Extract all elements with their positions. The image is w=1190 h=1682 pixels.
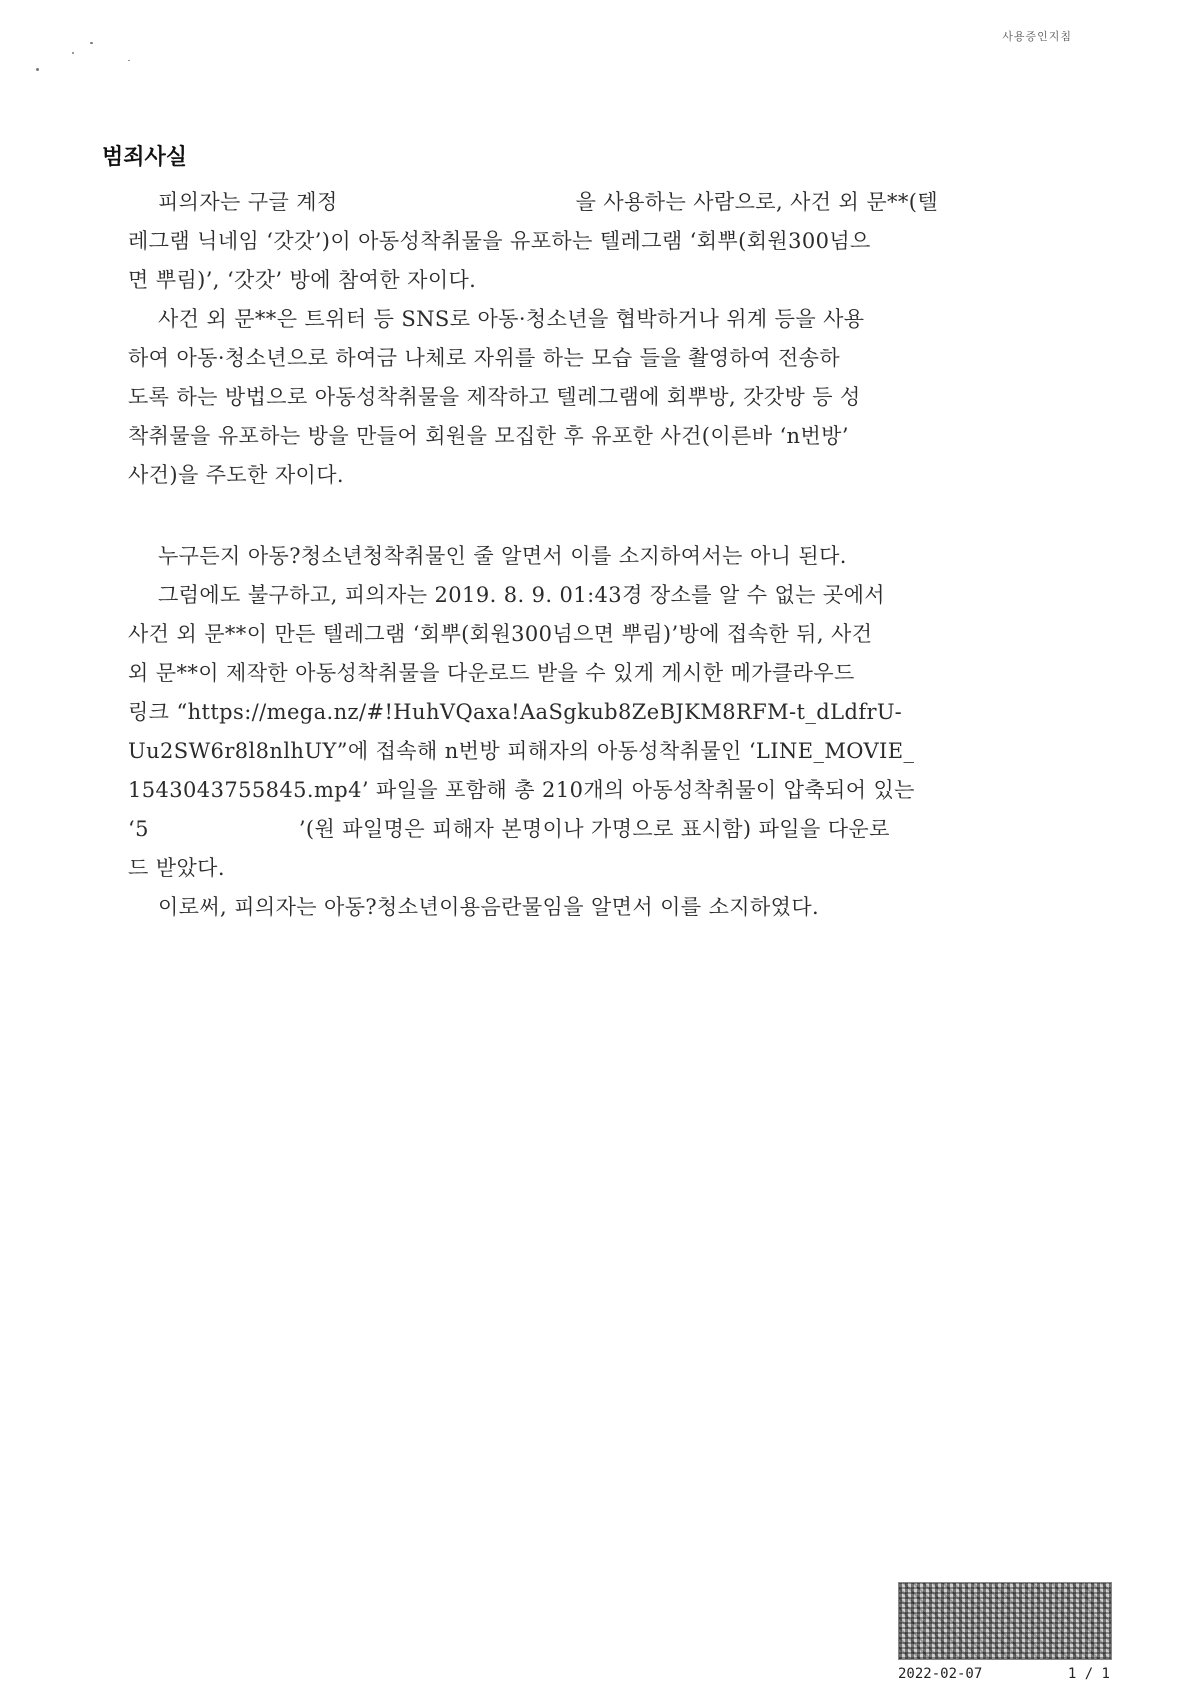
paragraph-conclusion: 이로써, 피의자는 아동?청소년이용음란물임을 알면서 이를 소지하였다. bbox=[158, 895, 820, 919]
text-line: 사건)을 주도한 자이다. bbox=[128, 463, 344, 487]
paragraph-spacer bbox=[128, 495, 1050, 537]
text-line: 도록 하는 방법으로 아동성착취물을 제작하고 텔레그램에 회뿌방, 갓갓방 등 성 bbox=[128, 385, 861, 409]
scan-speck bbox=[90, 42, 93, 44]
paragraph-background bbox=[128, 300, 1050, 495]
document-title: 범죄사실 bbox=[102, 145, 188, 170]
text-line bbox=[128, 810, 1050, 849]
text-segment: 을 사용하는 사람으로, 사건 외 문**(텔 bbox=[575, 190, 939, 214]
text-segment: ’(원 파일명은 피해자 본명이나 가명으로 표시함) 파일을 다운로 bbox=[298, 817, 890, 841]
text-line: 착취물을 유포하는 방을 만들어 회원을 모집한 후 유포한 사건(이른바 ‘n번방’ bbox=[128, 424, 849, 448]
text-line: 사건 외 문**은 트위터 등 SNS로 아동·청소년을 협박하거나 위계 등을 사용 bbox=[158, 307, 865, 331]
header-stamp: 사용증인지침 bbox=[1002, 30, 1072, 43]
text-line: 그럼에도 불구하고, 피의자는 2019. 8. 9. 01:43경 장소를 알 수 없는 곳에서 bbox=[158, 583, 885, 607]
text-line: 면 뿌림)’, ‘갓갓’ 방에 참여한 자이다. bbox=[128, 268, 477, 292]
barcode-image bbox=[898, 1582, 1112, 1660]
scan-speck bbox=[36, 68, 39, 71]
text-line: 레그램 닉네임 ‘갓갓’)이 아동성착취물을 유포하는 텔레그램 ‘회뿌(회원300넘으 bbox=[128, 229, 871, 253]
text-line: 하여 아동·청소년으로 하여금 나체로 자위를 하는 모습 들을 촬영하여 전송하 bbox=[128, 346, 841, 370]
paragraph-prohibition: 누구든지 아동?청소년청착취물인 줄 알면서 이를 소지하여서는 아니 된다. bbox=[158, 544, 847, 568]
text-line: 1543043755845.mp4’ 파일을 포함해 총 210개의 아동성착취물이 압축되어 있는 bbox=[128, 778, 915, 802]
text-line: 링크 “https://mega.nz/#!HuhVQaxa!AaSgkub8ZeBJKM8RFM-t_dLdfrU- bbox=[128, 700, 903, 724]
paragraph-facts bbox=[128, 576, 1050, 888]
paragraph-suspect bbox=[128, 183, 1050, 300]
footer bbox=[898, 1582, 1110, 1682]
text-line: 드 받았다. bbox=[128, 856, 225, 880]
text-line: 사건 외 문**이 만든 텔레그램 ‘회뿌(회원300넘으면 뿌림)’방에 접속한 뒤, 사건 bbox=[128, 622, 873, 646]
text-segment: 피의자는 구글 계정 bbox=[158, 190, 338, 214]
scan-speck bbox=[72, 52, 74, 54]
footer-row bbox=[898, 1666, 1110, 1682]
text-line: Uu2SW6r8l8nlhUY”에 접속해 n번방 피해자의 아동성착취물인 ‘LINE_MOVIE_ bbox=[128, 739, 915, 763]
document-body bbox=[102, 140, 1050, 927]
text-line bbox=[128, 183, 1050, 222]
text-segment: ‘5 bbox=[128, 817, 149, 841]
page-number: 1 / 1 bbox=[1067, 1666, 1110, 1682]
text-line: 외 문**이 제작한 아동성착취물을 다운로드 받을 수 있게 게시한 메가클라우드 bbox=[128, 661, 855, 685]
issue-date: 2022-02-07 bbox=[898, 1666, 983, 1682]
scan-speck bbox=[128, 60, 130, 61]
